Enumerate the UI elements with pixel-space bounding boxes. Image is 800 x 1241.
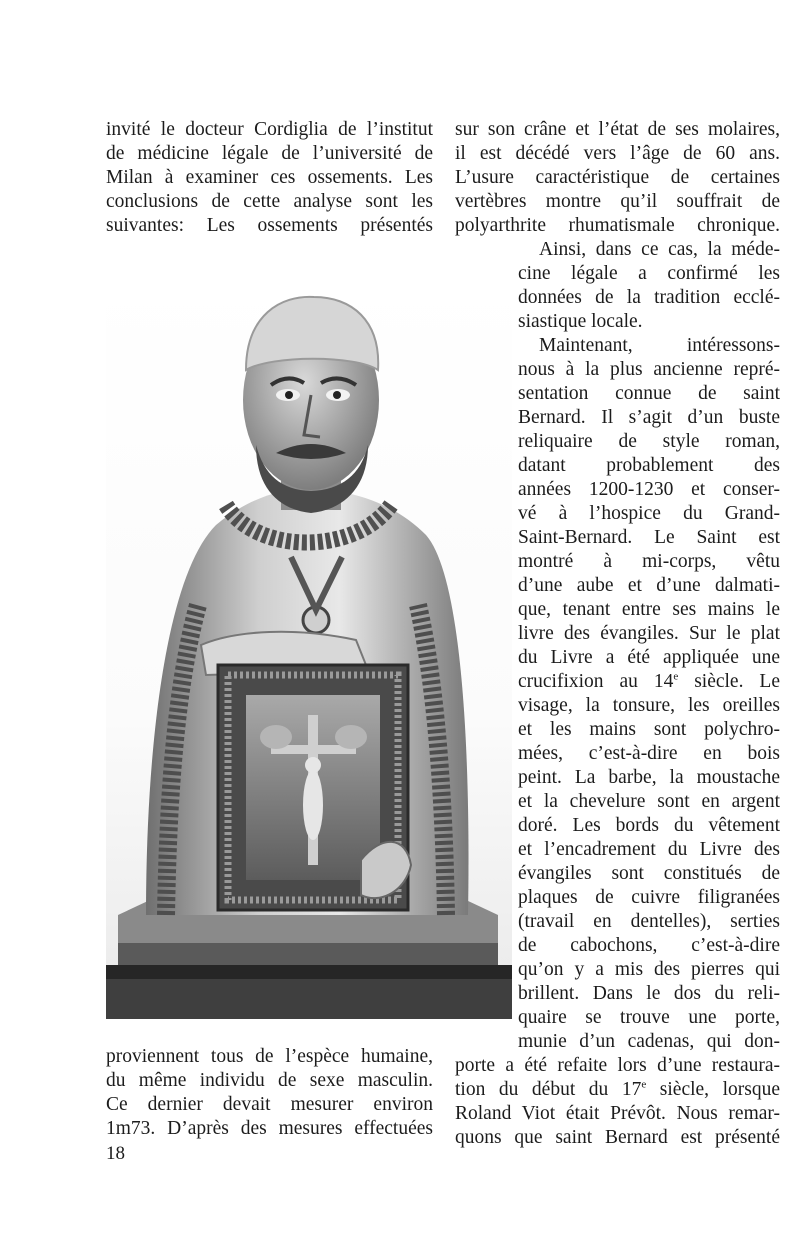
text-line: du Livre a été appliquée une [518, 647, 780, 668]
text-line: datant probablement des [518, 455, 780, 476]
text-line: Bernard. Il s’agit d’un buste [518, 407, 780, 428]
page-number: 18 [106, 1143, 125, 1164]
text-line: et la chevelure sont en argent [518, 791, 780, 812]
text-line: porte a été refaite lors d’une restaura- [455, 1055, 780, 1076]
text-line: mées, c’est-à-dire en bois [518, 743, 780, 764]
text-line: invité le docteur Cordiglia de l’institut [106, 119, 433, 140]
text-line: Milan à examiner ces ossements. Les [106, 167, 433, 188]
text-line: siastique locale. [518, 311, 643, 332]
text-line: vé à l’hospice du Grand- [518, 503, 780, 524]
text-line: Saint-Bernard. Le Saint est [518, 527, 780, 548]
text-line: brillent. Dans le dos du reli- [518, 983, 780, 1004]
text-line: plaques de cuivre filigranées [518, 887, 780, 908]
text-line: d’une aube et d’une dalmati- [518, 575, 780, 596]
text-line: de médicine légale de l’université de [106, 143, 433, 164]
text-line: du même individu de sexe masculin. [106, 1070, 433, 1091]
text-line: évangiles sont constitués de [518, 863, 780, 884]
text-line: Ainsi, dans ce cas, la méde- [539, 239, 780, 260]
text-line: et les mains sont polychro- [518, 719, 780, 740]
text-line: doré. Les bords du vêtement [518, 815, 780, 836]
text-line: conclusions de cette analyse sont les [106, 191, 433, 212]
text-line: sentation connue de saint [518, 383, 780, 404]
text-line: et l’encadrement du Livre des [518, 839, 780, 860]
text-line: crucifixion au 14e siècle. Le [518, 670, 780, 692]
text-line: qu’on y a mis des pierres qui [518, 959, 780, 980]
text-line: polyarthrite rhumatismale chronique. [455, 215, 780, 236]
text-line: Ce dernier devait mesurer environ [106, 1094, 433, 1115]
text-line: quaire se trouve une porte, [518, 1007, 780, 1028]
text-line: de cabochons, c’est-à-dire [518, 935, 780, 956]
text-line: proviennent tous de l’espèce humaine, [106, 1046, 433, 1067]
text-line: Roland Viot était Prévôt. Nous remar- [455, 1103, 780, 1124]
text-line: données de la tradition ecclé- [518, 287, 780, 308]
reliquary-bust-photo [106, 275, 512, 1019]
text-line: peint. La barbe, la moustache [518, 767, 780, 788]
text-line: que, tenant entre ses mains le [518, 599, 780, 620]
text-line: cine légale a confirmé les [518, 263, 780, 284]
text-line: livre des évangiles. Sur le plat [518, 623, 780, 644]
text-line: Maintenant, intéressons- [539, 335, 780, 356]
text-line: visage, la tonsure, les oreilles [518, 695, 780, 716]
text-line: reliquaire de style roman, [518, 431, 780, 452]
text-line: suivantes: Les ossements présentés [106, 215, 433, 236]
text-line: années 1200-1230 et conser- [518, 479, 780, 500]
text-line: quons que saint Bernard est présenté [455, 1127, 780, 1148]
text-line: nous à la plus ancienne repré- [518, 359, 780, 380]
text-line: (travail en dentelles), serties [518, 911, 780, 932]
text-line: il est décédé vers l’âge de 60 ans. [455, 143, 780, 164]
text-line: sur son crâne et l’état de ses molaires, [455, 119, 780, 140]
text-line: L’usure caractéristique de certaines [455, 167, 780, 188]
text-line: tion du début du 17e siècle, lorsque [455, 1078, 780, 1100]
text-line: vertèbres montre qu’il souffrait de [455, 191, 780, 212]
text-line: montré à mi-corps, vêtu [518, 551, 780, 572]
text-line: 1m73. D’après des mesures effectuées [106, 1118, 433, 1139]
text-line: munie d’un cadenas, qui don- [518, 1031, 780, 1052]
